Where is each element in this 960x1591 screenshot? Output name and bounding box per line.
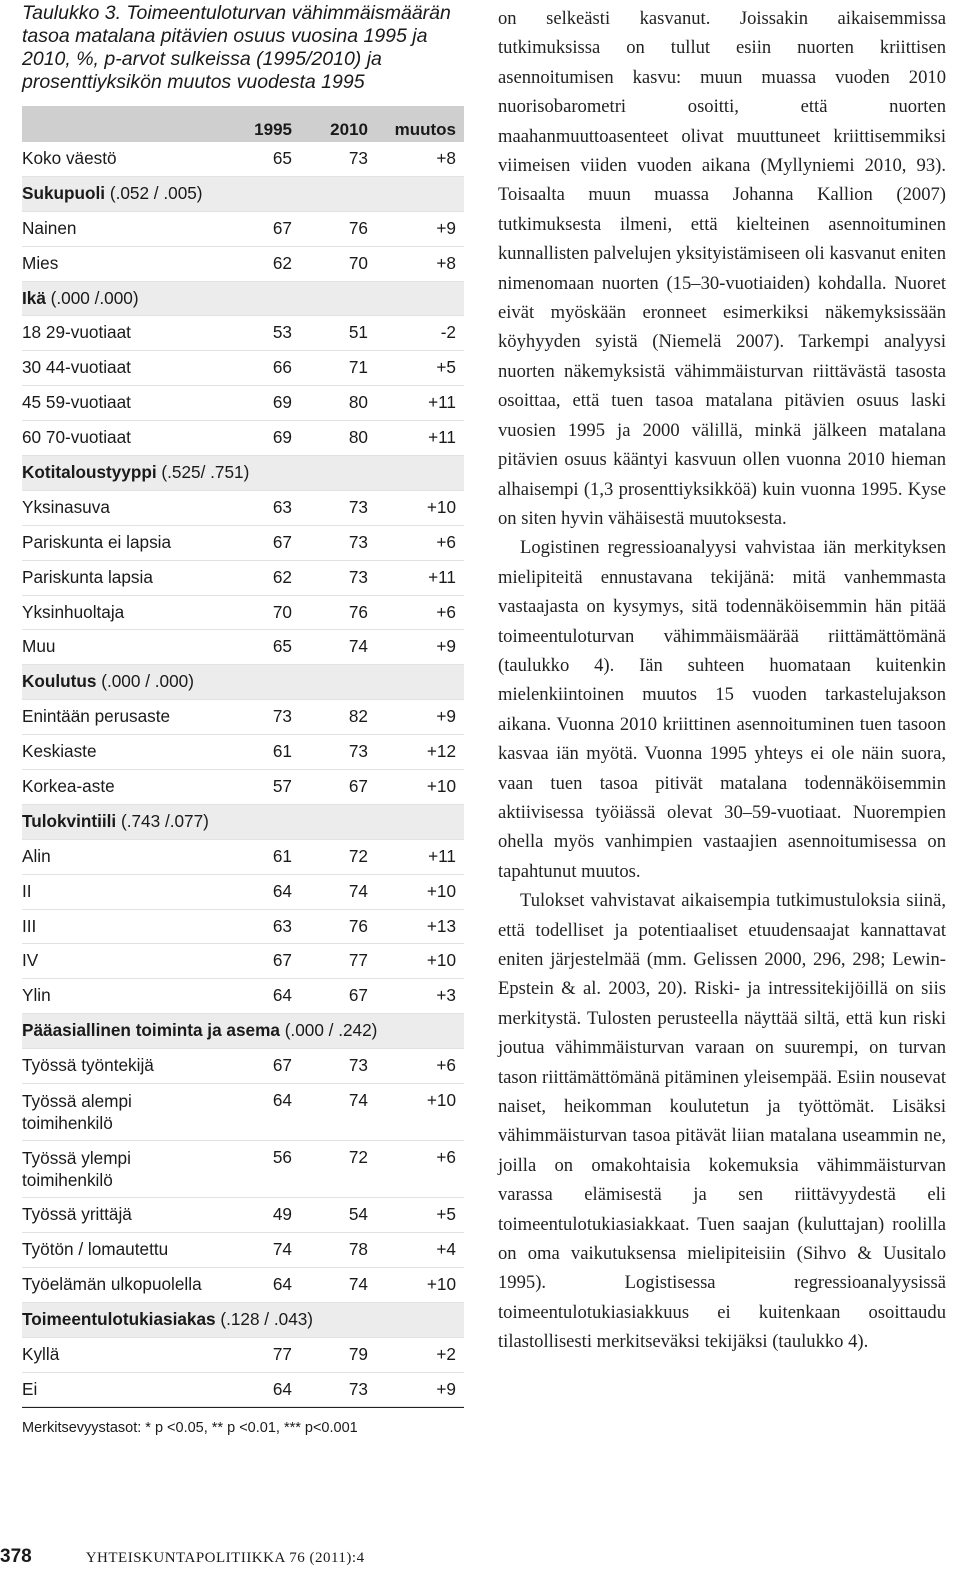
table-row [22, 944, 464, 979]
table-row [22, 491, 464, 526]
table-row [22, 1233, 464, 1268]
row-label: Työtön / lomautettu [22, 1238, 169, 1259]
cell-1995: 66 [272, 357, 292, 378]
cell-2010: 76 [348, 217, 368, 238]
group-name: Sukupuoli [22, 182, 106, 203]
row-label: 45 59-vuotiaat [22, 392, 131, 413]
cell-2010: 80 [348, 392, 368, 413]
cell-2010: 73 [348, 148, 368, 168]
cell-change: +11 [428, 392, 456, 413]
cell-2010: 70 [348, 252, 368, 273]
cell-2010: 73 [348, 1378, 368, 1399]
table-row [22, 700, 464, 735]
table-row [22, 1373, 464, 1408]
group-name: Toimeentulotukiasiakas [22, 1308, 216, 1329]
table-row [22, 1049, 464, 1084]
cell-change: +10 [426, 880, 456, 901]
body-text [498, 4, 946, 1357]
table-row [22, 351, 464, 386]
table-caption: Taulukko 3. Toimeentuloturvan vähimmäismäärän tasoa matalana pitävien osuus vuosina 1995 ja 2010, %, p-arvot sulkeissa (1995/2010) ja prosenttiyksikön muutos vuodesta 1995 [22, 2, 451, 93]
cell-change: +6 [436, 1147, 456, 1168]
table-row [22, 1268, 464, 1303]
cell-change: +13 [426, 915, 456, 936]
cell-change: -2 [440, 322, 456, 343]
group-label [22, 811, 209, 832]
table-header [22, 106, 464, 142]
row-label: II [22, 880, 32, 901]
row-label: Korkea-aste [22, 776, 115, 797]
cell-1995: 62 [272, 566, 292, 587]
cell-1995: 65 [272, 636, 292, 657]
row-label: Työssä alempi toimihenkilö [22, 1091, 132, 1134]
cell-change: +10 [426, 1273, 456, 1294]
group-label [22, 288, 139, 309]
table-group-row [22, 665, 464, 700]
cell-change: +9 [436, 636, 456, 657]
table-body [22, 142, 464, 1407]
table-row [22, 910, 464, 945]
cell-2010: 73 [348, 566, 368, 587]
table-row [22, 1198, 464, 1233]
cell-1995: 69 [272, 427, 292, 448]
table-row [22, 1084, 464, 1141]
table-row [22, 630, 464, 665]
cell-2010: 51 [348, 322, 368, 343]
cell-change: +8 [436, 148, 456, 168]
cell-change: +11 [428, 845, 456, 866]
cell-1995: 67 [272, 950, 292, 971]
cell-1995: 53 [272, 322, 292, 343]
group-label [22, 1020, 377, 1041]
header-1995: 1995 [254, 120, 292, 139]
cell-change: +10 [426, 950, 456, 971]
cell-change: +5 [436, 1204, 456, 1225]
cell-change: +6 [436, 531, 456, 552]
cell-1995: 49 [272, 1204, 292, 1225]
cell-2010: 74 [348, 1273, 368, 1294]
cell-1995: 63 [272, 915, 292, 936]
table-row [22, 735, 464, 770]
cell-change: +10 [426, 1090, 456, 1111]
cell-1995: 57 [272, 776, 292, 797]
group-p-values: (.000 /.000) [45, 287, 139, 308]
row-label: Kyllä [22, 1343, 60, 1364]
row-label: Alin [22, 845, 51, 866]
table-row [22, 979, 464, 1014]
row-label: 60 70-vuotiaat [22, 427, 131, 448]
cell-1995: 77 [272, 1343, 292, 1364]
row-label: Mies [22, 252, 59, 273]
table-bottom-rule [22, 1407, 464, 1408]
cell-2010: 67 [348, 985, 368, 1006]
cell-change: +3 [436, 985, 456, 1006]
cell-1995: 65 [272, 148, 292, 168]
cell-2010: 80 [348, 427, 368, 448]
group-name: Pääasiallinen toiminta ja asema [22, 1020, 280, 1041]
table-row [22, 1141, 464, 1198]
journal-name: YHTEISKUNTAPOLITIIKKA 76 (2011):4 [85, 1550, 365, 1566]
cell-1995: 64 [272, 985, 292, 1006]
body-paragraph: Tulokset vahvistavat aikaisempia tutkimustuloksia siinä, että todelliset ja potentiaaliset etuudensaajat kannattavat eniten järjestelmää (mm. Gelissen 2000, 296, 298; Lewin-Epstein & al. 2003, 20). Riski- ja intressitekijöillä on siis merkitystä. Tulosten perusteella näyttää siltä, että kun riski joutua vähimmäisturvan varaan on suurempi, on turvan tason riittämättömänä pitäminen yleisempää. Esiin nousevat naiset, heikomman koulutetun ja työttömät. Lisäksi vähimmäisturvan tasoa pitävät liian matalana useammin ne, joilla on omakohtaisia kokemuksia vähimmäisturvan varassa elämisestä ja sen riittävyydestä eli toimeentulotukiasiakkaat. Tuen saajan (kuluttajan) roolilla on oma vaikutuksensa mielipiteisiin (Sihvo & Uusitalo 1995). Logistisessa regressioanalyysissä toimeentulotukiasiakkuus ei kuitenkaan osoittaudu tilastollisesti merkitseväksi tekijäksi (taulukko 4). [498, 890, 946, 1353]
cell-change: +8 [436, 252, 456, 273]
group-p-values: (.000 / .000) [96, 671, 194, 692]
table-row [22, 1338, 464, 1373]
group-name: Ikä [22, 287, 46, 308]
cell-1995: 67 [272, 531, 292, 552]
group-p-values: (.000 / .242) [279, 1020, 378, 1041]
row-label: Pariskunta lapsia [22, 566, 153, 587]
cell-1995: 69 [272, 392, 292, 413]
cell-2010: 76 [348, 915, 368, 936]
cell-2010: 77 [348, 950, 368, 971]
table-group-row [22, 282, 464, 317]
table-row [22, 596, 464, 631]
table-row [22, 840, 464, 875]
row-label: Enintään perusaste [22, 706, 171, 727]
table-row [22, 142, 464, 177]
cell-2010: 67 [348, 776, 368, 797]
row-label: Muu [22, 636, 56, 657]
cell-1995: 64 [272, 880, 292, 901]
row-label: III [22, 915, 37, 936]
cell-change: +9 [436, 217, 456, 238]
cell-change: +10 [426, 496, 456, 517]
row-label: Työelämän ulkopuolella [22, 1273, 202, 1294]
table-row [22, 526, 464, 561]
cell-2010: 54 [348, 1204, 368, 1225]
table-footnote: Merkitsevyystasot: * p <0.05, ** p <0.01, *** p<0.001 [22, 1420, 358, 1437]
cell-1995: 61 [272, 741, 292, 762]
row-label: IV [22, 950, 39, 971]
cell-1995: 61 [272, 845, 292, 866]
group-label [22, 1309, 313, 1330]
row-label: Ylin [22, 985, 51, 1006]
group-label [22, 183, 203, 204]
table-group-row [22, 1014, 464, 1049]
group-p-values: (.525/ .751) [156, 462, 250, 483]
cell-1995: 67 [272, 217, 292, 238]
cell-2010: 82 [348, 706, 368, 727]
cell-1995: 64 [272, 1378, 292, 1399]
group-label [22, 462, 249, 483]
table-group-row [22, 1303, 464, 1338]
cell-change: +5 [436, 357, 456, 378]
cell-change: +12 [426, 741, 456, 762]
page-footer [0, 1546, 460, 1568]
body-paragraph: on selkeästi kasvanut. Joissakin aikaisemmissa tutkimuksissa on tullut esiin nuorten kriittisen asennoitumisen kasvu: muun muassa vuoden 2010 nuorisobarometri osoitti, että nuorten maahanmuuttoasenteet olivat muuttuneet kriittisemmiksi viimeisen viiden vuoden aikana (Myllyniemi 2010, 93). Toisaalta muun muassa Johanna Kallion (2007) tutkimuksesta ilmeni, että kielteinen asennoituminen kunnallisten palvelujen yksityistämiseen oli kasvanut eniten nimenomaan nuorten (15–30-vuotiaiden) kohdalla. Nuoret eivät myöskään eronneet esimerkiksi näkemyksissään köyhyyden syistä (Niemelä 2007). Tarkempi analyysi nuorten näkemyksistä vähimmäisturvan riittävästä tasosta osoittaa, että tuen tasoa matalana pitävien osuus laski vuosien 1995 ja 2000 välillä, minkä jälkeen matalana pitävien osuus kääntyi kasvuun ollen vuonna 2010 hieman alhaisempi (1,3 prosenttiyksikköä) kuin vuonna 1995. Kyse on siten hyvin vähäisestä muutoksesta. [498, 8, 946, 529]
table-group-row [22, 177, 464, 212]
row-label: Yksinhuoltaja [22, 601, 125, 622]
table-row [22, 316, 464, 351]
cell-change: +6 [436, 1055, 456, 1076]
group-p-values: (.743 /.077) [116, 810, 209, 831]
row-label: Keskiaste [22, 741, 97, 762]
row-label: Pariskunta ei lapsia [22, 531, 172, 552]
cell-change: +4 [436, 1238, 456, 1259]
row-label: 18 29-vuotiaat [22, 322, 131, 343]
row-label: Ei [22, 1378, 38, 1399]
cell-1995: 64 [272, 1273, 292, 1294]
cell-2010: 71 [348, 357, 368, 378]
table-column [22, 0, 464, 1436]
cell-change: +2 [436, 1343, 456, 1364]
table-row [22, 386, 464, 421]
cell-change: +10 [426, 776, 456, 797]
table-row [22, 421, 464, 456]
cell-change: +6 [436, 601, 456, 622]
table-group-row [22, 805, 464, 840]
cell-change: +9 [436, 706, 456, 727]
group-label [22, 671, 194, 692]
cell-1995: 64 [272, 1090, 292, 1111]
cell-1995: 74 [272, 1238, 292, 1259]
cell-2010: 73 [348, 531, 368, 552]
row-label: Nainen [22, 217, 77, 238]
header-2010: 2010 [330, 120, 368, 139]
body-paragraph: Logistinen regressioanalyysi vahvistaa iän merkityksen mielipiteitä ennustavana tekijänä: mitä vanhemmasta vastaajasta on kysymys, sitä todennäköisemmin hän pitää toimeentuloturvan vähimmäismäärää riittämättömänä (taulukko 4). Iän suhteen huomataan kuitenkin mielenkiintoinen muutos 15 vuoden tarkastelujakson aikana. Vuonna 2010 kriittinen asennoituminen tuen tasoon kasvaa iän myötä. Vuonna 1995 yhteys ei ole näin suora, vaan tuen tasoa pitivät matalana todennäköisemmin aktiivisessa työiässä olevat 30–59-vuotiaat. Nuorempien ohella myös vanhimpien vastaajien asennoitumisessa on tapahtunut muutos. [498, 537, 946, 882]
row-label: 30 44-vuotiaat [22, 357, 131, 378]
cell-2010: 73 [348, 741, 368, 762]
cell-2010: 72 [348, 1147, 368, 1168]
cell-2010: 76 [348, 601, 368, 622]
table-group-row [22, 456, 464, 491]
row-label: Työssä työntekijä [22, 1055, 154, 1076]
cell-2010: 74 [348, 1090, 368, 1111]
group-p-values: (.052 / .005) [105, 182, 203, 203]
row-label: Työssä ylempi toimihenkilö [22, 1148, 131, 1191]
group-name: Kotitaloustyyppi [22, 462, 157, 483]
cell-2010: 74 [348, 636, 368, 657]
cell-1995: 67 [272, 1055, 292, 1076]
header-change: muutos [394, 120, 456, 139]
cell-2010: 72 [348, 845, 368, 866]
cell-1995: 63 [272, 496, 292, 517]
group-name: Koulutus [22, 671, 97, 692]
group-p-values: (.128 / .043) [215, 1308, 314, 1329]
cell-1995: 56 [272, 1147, 292, 1168]
cell-1995: 62 [272, 252, 292, 273]
page-number: 378 [0, 1546, 32, 1567]
cell-2010: 79 [348, 1343, 368, 1364]
cell-change: +11 [428, 566, 456, 587]
group-name: Tulokvintiili [22, 810, 117, 831]
cell-change: +9 [436, 1378, 456, 1399]
table-row [22, 247, 464, 282]
table-row [22, 212, 464, 247]
cell-1995: 70 [272, 601, 292, 622]
cell-2010: 78 [348, 1238, 368, 1259]
row-label: Koko väestö [22, 148, 117, 168]
row-label: Työssä yrittäjä [22, 1204, 132, 1225]
table-row [22, 561, 464, 596]
table-row [22, 875, 464, 910]
table-row [22, 770, 464, 805]
cell-1995: 73 [272, 706, 292, 727]
row-label: Yksinasuva [22, 496, 110, 517]
cell-change: +11 [428, 427, 456, 448]
cell-2010: 74 [348, 880, 368, 901]
cell-2010: 73 [348, 1055, 368, 1076]
cell-2010: 73 [348, 496, 368, 517]
